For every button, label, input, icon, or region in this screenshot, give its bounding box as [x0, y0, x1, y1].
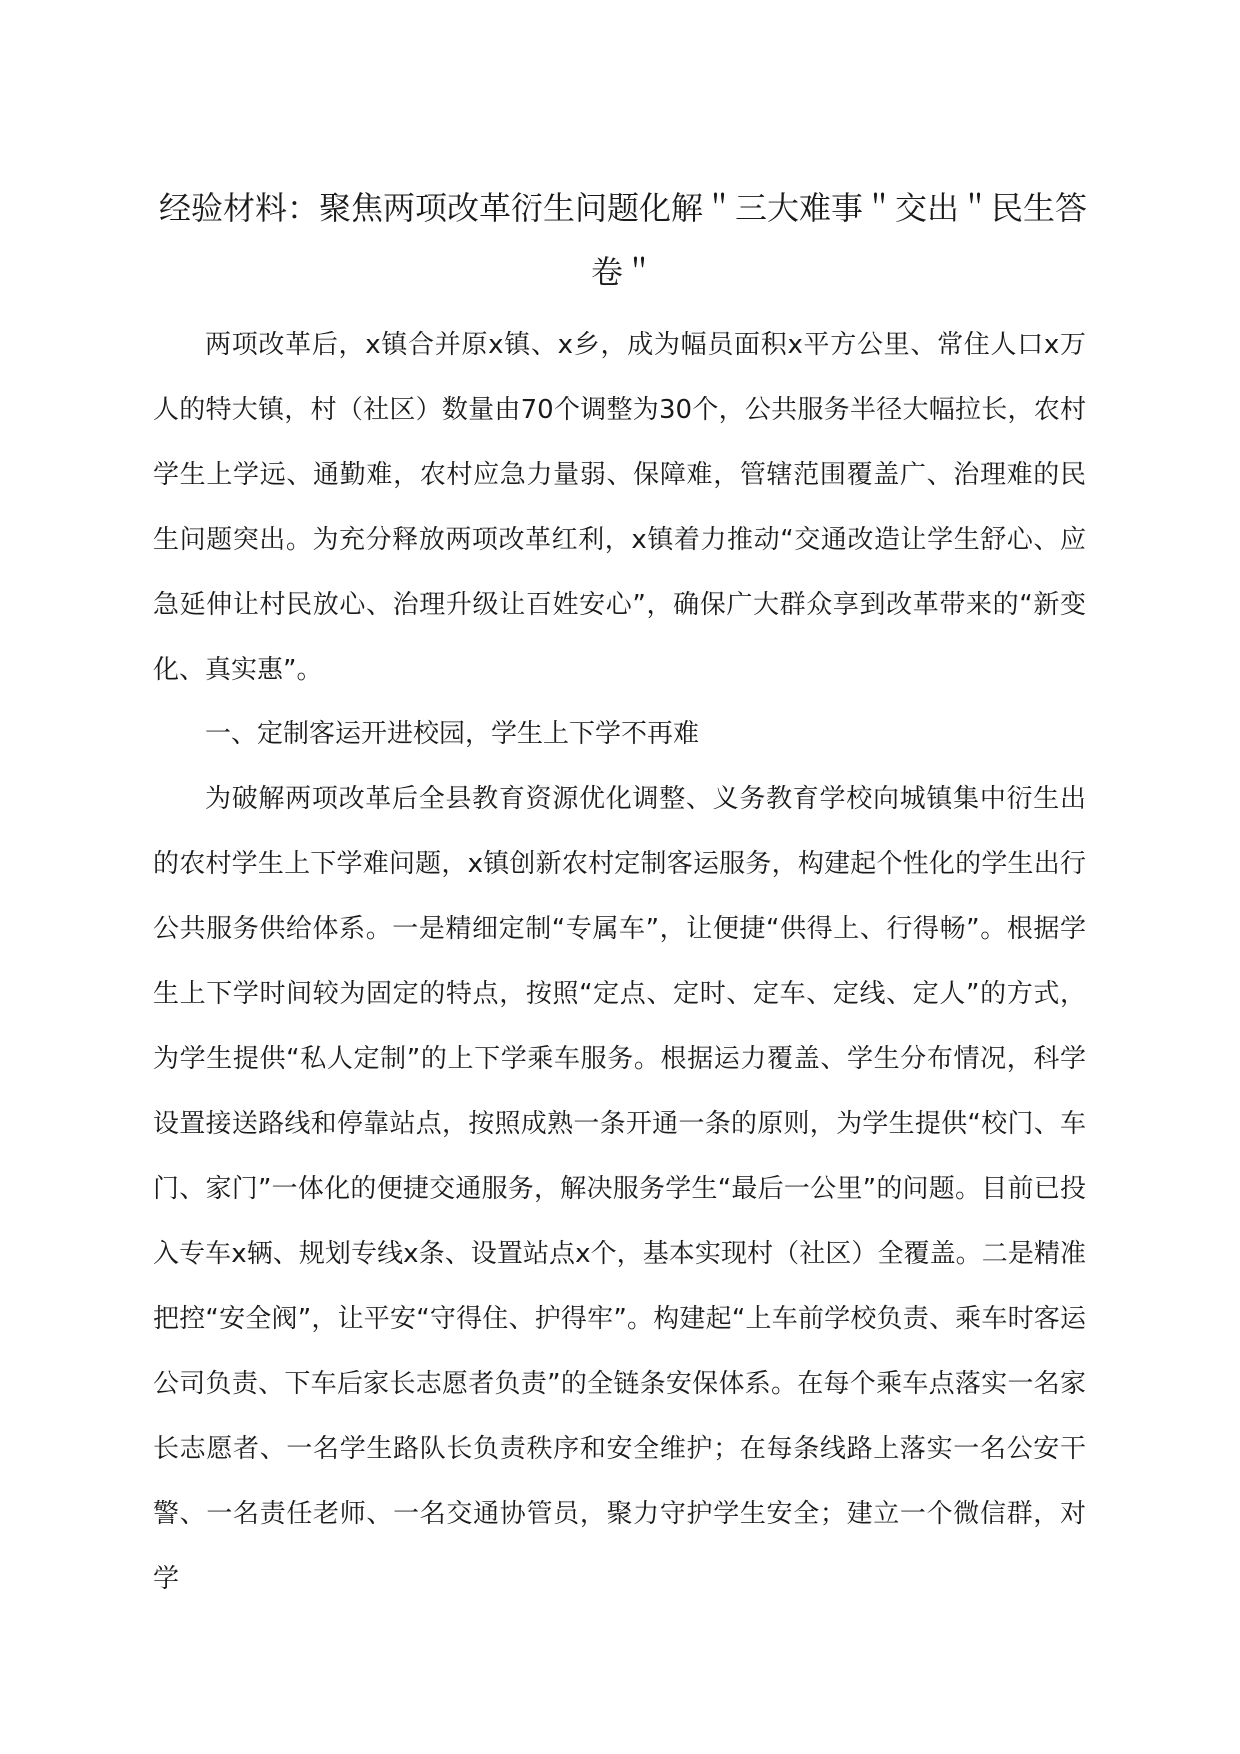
document-title: 经验材料：聚焦两项改革衍生问题化解＂三大难事＂交出＂民生答卷＂ — [158, 189, 1087, 291]
intro-paragraph: 两项改革后，x镇合并原x镇、x乡，成为幅员面积x平方公里、常住人口x万人的特大镇，村（社区）数量由70个调整为30个，公共服务半径大幅拉长，农村学生上学远、通勤难，农村应急力量弱、保障难，管辖范围覆盖广、治理难的民生问题突出。为充分释放两项改革红利，x镇着力推动“交通改造让学生舒心、应急延伸让村民放心、治理升级让百姓安心”，确保广大群众享到改革带来的“新变化、真实惠”。 — [153, 330, 1086, 685]
section-paragraph: 为破解两项改革后全县教育资源优化调整、义务教育学校向城镇集中衍生出的农村学生上下学难问题，x镇创新农村定制客运服务，构建起个性化的学生出行公共服务供给体系。一是精细定制“专属车”，让便捷“供得上、行得畅”。根据学生上下学时间较为固定的特点，按照“定点、定时、定车、定线、定人”的方式，为学生提供“私人定制”的上下学乘车服务。根据运力覆盖、学生分布情况，科学设置接送路线和停靠站点，按照成熟一条开通一条的原则，为学生提供“校门、车门、家门”一体化的便捷交通服务，解决服务学生“最后一公里”的问题。目前已投入专车x辆、规划专线x条、设置站点x个，基本实现村（社区）全覆盖。二是精准把控“安全阀”，让平安“守得住、护得牢”。构建起“上车前学校负责、乘车时客运公司负责、下车后家长志愿者负责”的全链条安保体系。在每个乘车点落实一名家长志愿者、一名学生路队长负责秩序和安全维护；在每条线路上落实一名公安干警、一名责任老师、一名交通协管员，聚力守护学生安全；建立一个微信群，对学 — [153, 784, 1086, 1594]
section-heading: 一、定制客运开进校园，学生上下学不再难 — [205, 719, 700, 749]
